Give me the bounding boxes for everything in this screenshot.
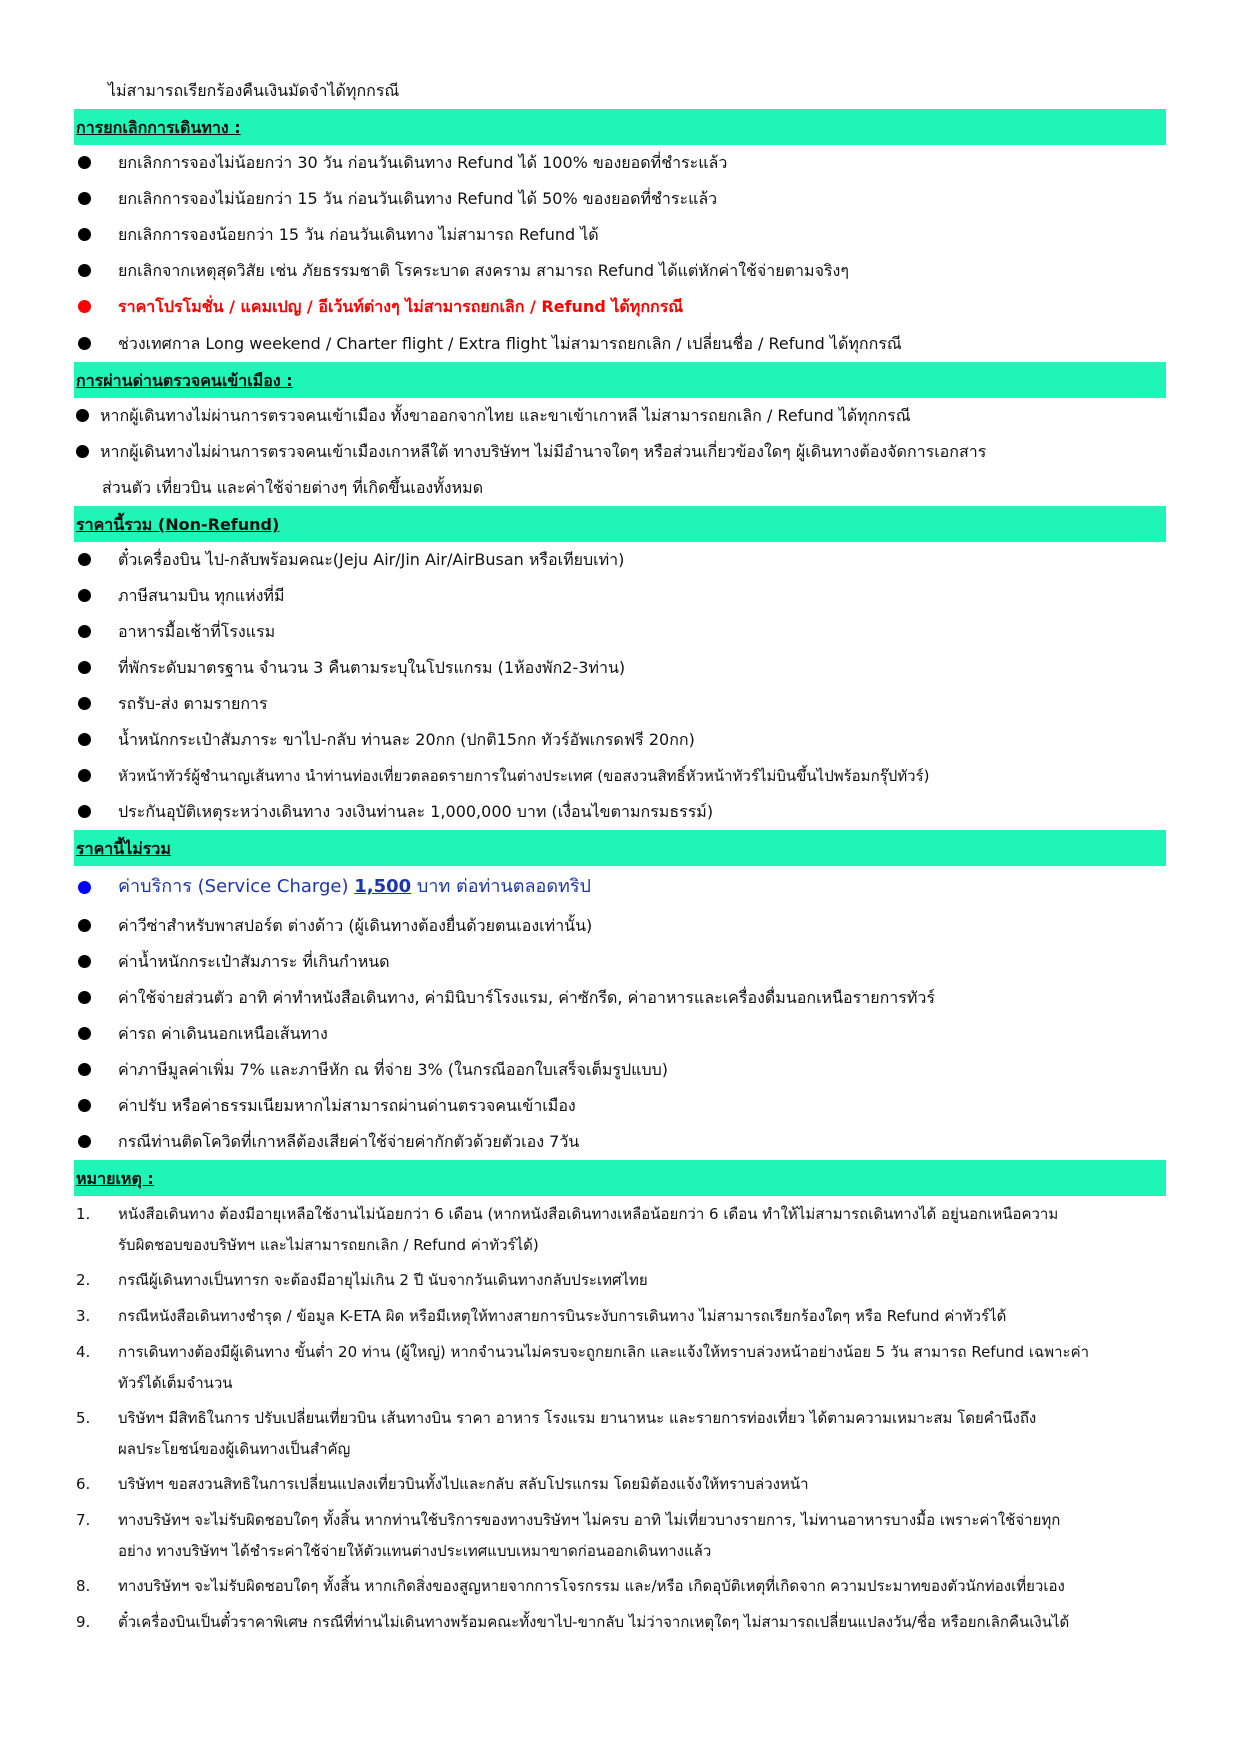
note-text: กรณีหนังสือเดินทางชำรุด / ข้อมูล K-ETA ผิด หรือมีเหตุให้ทางสายการบินระงับการเดินทาง ไม่สามารถเรียกร้องใดๆ หรือ Refund ค่าทัวร์ได้	[118, 1307, 1007, 1325]
list-item-text: กรณีท่านติดโควิดที่เกาหลีต้องเสียค่าใช้จ่ายค่ากักตัวด้วยตัวเอง 7วัน	[118, 1132, 580, 1151]
bullet-icon	[78, 769, 91, 782]
list-item-text: ประกันอุบัติเหตุระหว่างเดินทาง วงเงินท่านละ 1,000,000 บาท (เงื่อนไขตามกรมธรรม์)	[118, 802, 714, 821]
note-text: ผลประโยชน์ของผู้เดินทางเป็นสำคัญ	[118, 1440, 351, 1458]
list-item-text: ค่าใช้จ่ายส่วนตัว อาทิ ค่าทำหนังสือเดินทาง, ค่ามินิบาร์โรงแรม, ค่าซักรีด, ค่าอาหารและเครื่องดื่มนอกเหนือรายการทัวร์	[118, 988, 935, 1007]
list-item-text: ภาษีสนามบิน ทุกแห่งที่มี	[118, 586, 285, 605]
bullet-icon	[78, 264, 91, 277]
promotion-warning-text: ราคาโปรโมชั่น / แคมเปญ / อีเว้นท์ต่างๆ ไม่สามารถยกเลิก / Refund ได้ทุกกรณี	[118, 297, 684, 316]
bullet-icon	[78, 1063, 91, 1076]
section-title: ราคานี้รวม (Non-Refund)	[76, 515, 280, 534]
list-item-text: น้ำหนักกระเป๋าสัมภาระ ขาไป-กลับ ท่านละ 20กก (ปกติ15กก ทัวร์อัพเกรดฟรี 20กก)	[118, 730, 695, 749]
list-item-text: ยกเลิกการจองไม่น้อยกว่า 15 วัน ก่อนวันเดินทาง Refund ได้ 50% ของยอดที่ชำระแล้ว	[118, 189, 718, 208]
note-text: การเดินทางต้องมีผู้เดินทาง ขั้นต่ำ 20 ท่าน (ผู้ใหญ่) หากจำนวนไม่ครบจะถูกยกเลิก และแจ้งให้ทราบล่วงหน้าอย่างน้อย 5 วัน สามารถ Refund เฉพาะค่า	[118, 1343, 1090, 1361]
bullet-icon	[78, 1099, 91, 1112]
section-title: การยกเลิกการเดินทาง :	[76, 118, 241, 137]
service-charge-text	[118, 874, 591, 900]
red-bullet-icon	[78, 300, 91, 313]
bullet-icon	[78, 228, 91, 241]
note-number: 6.	[76, 1475, 91, 1493]
note-number: 3.	[76, 1307, 91, 1325]
service-charge-prefix: ค่าบริการ (Service Charge)	[118, 876, 355, 897]
continuation-text: ส่วนตัว เที่ยวบิน และค่าใช้จ่ายต่างๆ ที่เกิดขึ้นเองทั้งหมด	[102, 478, 484, 497]
bullet-icon	[78, 955, 91, 968]
note-text: ทางบริษัทฯ จะไม่รับผิดชอบใดๆ ทั้งสิ้น หากท่านใช้บริการของทางบริษัทฯ ไม่ครบ อาทิ ไม่เที่ยวบางรายการ, ไม่ทานอาหารบางมื้อ เพราะค่าใช้จ่ายทุก	[118, 1511, 1061, 1529]
list-item-text: ที่พักระดับมาตรฐาน จำนวน 3 คืนตามระบุในโปรแกรม (1ห้องพัก2-3ท่าน)	[118, 658, 626, 677]
intro-text: ไม่สามารถเรียกร้องคืนเงินมัดจำได้ทุกกรณี	[108, 81, 400, 100]
blue-bullet-icon	[78, 881, 91, 894]
bullet-icon	[78, 192, 91, 205]
note-number: 9.	[76, 1613, 91, 1631]
list-item-text: ยกเลิกการจองน้อยกว่า 15 วัน ก่อนวันเดินทาง ไม่สามารถ Refund ได้	[118, 225, 599, 244]
note-text: ตั๋วเครื่องบินเป็นตั๋วราคาพิเศษ กรณีที่ท่านไม่เดินทางพร้อมคณะทั้งขาไป-ขากลับ ไม่ว่าจากเหตุใดๆ ไม่สามารถเปลี่ยนแปลงวัน/ชื่อ หรือยกเลิกคืนเงินได้	[118, 1613, 1070, 1631]
bullet-icon	[78, 919, 91, 932]
section-title: หมายเหตุ :	[76, 1169, 154, 1188]
service-charge-amount: 1,500	[354, 876, 412, 897]
note-number: 4.	[76, 1343, 91, 1361]
bullet-icon	[78, 991, 91, 1004]
bullet-icon	[78, 1027, 91, 1040]
list-item-text: ค่าภาษีมูลค่าเพิ่ม 7% และภาษีหัก ณ ที่จ่าย 3% (ในกรณีออกใบเสร็จเต็มรูปแบบ)	[118, 1060, 669, 1079]
note-text: อย่าง ทางบริษัทฯ ได้ชำระค่าใช้จ่ายให้ตัวแทนต่างประเทศแบบเหมาขาดก่อนออกเดินทางแล้ว	[118, 1542, 712, 1560]
list-item-text: ค่าวีซ่าสำหรับพาสปอร์ต ต่างด้าว (ผู้เดินทางต้องยื่นด้วยตนเองเท่านั้น)	[118, 916, 593, 935]
note-text: ทางบริษัทฯ จะไม่รับผิดชอบใดๆ ทั้งสิ้น หากเกิดสิ่งของสูญหายจากการโจรกรรม และ/หรือ เกิดอุบัติเหตุที่เกิดจาก ความประมาทของตัวนักท่องเที่ยวเอง	[118, 1577, 1065, 1595]
bullet-icon	[78, 589, 91, 602]
note-number: 1.	[76, 1205, 91, 1223]
section-header-included	[74, 506, 1166, 542]
list-item-text: อาหารมื้อเช้าที่โรงแรม	[118, 622, 276, 641]
list-item-text: ค่าปรับ หรือค่าธรรมเนียมหากไม่สามารถผ่านด่านตรวจคนเข้าเมือง	[118, 1096, 576, 1115]
list-item-text: ยกเลิกการจองไม่น้อยกว่า 30 วัน ก่อนวันเดินทาง Refund ได้ 100% ของยอดที่ชำระแล้ว	[118, 153, 728, 172]
bullet-icon	[78, 337, 91, 350]
note-text: หนังสือเดินทาง ต้องมีอายุเหลือใช้งานไม่น้อยกว่า 6 เดือน (หากหนังสือเดินทางเหลือน้อยกว่า 6 เดือน ทำให้ไม่สามารถเดินทางได้ อยู่นอกเหนือความ	[118, 1205, 1059, 1223]
list-item-text: หัวหน้าทัวร์ผู้ชำนาญเส้นทาง นำท่านท่องเที่ยวตลอดรายการในต่างประเทศ (ขอสงวนสิทธิ์หัวหน้าทัวร์ไม่บินขึ้นไปพร้อมกรุ๊ปทัวร์)	[118, 767, 930, 785]
note-text: ทัวร์ได้เต็มจำนวน	[118, 1374, 233, 1392]
bullet-icon	[78, 1135, 91, 1148]
section-header-excluded	[74, 830, 1166, 866]
section-header-cancellation	[74, 109, 1166, 145]
note-text: กรณีผู้เดินทางเป็นทารก จะต้องมีอายุไม่เกิน 2 ปี นับจากวันเดินทางกลับประเทศไทย	[118, 1271, 648, 1289]
note-number: 5.	[76, 1409, 91, 1427]
list-item-text: ค่าน้ำหนักกระเป๋าสัมภาระ ที่เกินกำหนด	[118, 952, 390, 971]
note-text: รับผิดชอบของบริษัทฯ และไม่สามารถยกเลิก / Refund ค่าทัวร์ได้)	[118, 1236, 539, 1254]
list-item-text: ยกเลิกจากเหตุสุดวิสัย เช่น ภัยธรรมชาติ โรคระบาด สงคราม สามารถ Refund ได้แต่หักค่าใช้จ่ายตามจริงๆ	[118, 261, 849, 280]
bullet-icon	[76, 409, 89, 422]
section-title: การผ่านด่านตรวจคนเข้าเมือง :	[76, 371, 293, 390]
note-text: บริษัทฯ มีสิทธิในการ ปรับเปลี่ยนเที่ยวบิน เส้นทางบิน ราคา อาหาร โรงแรม ยานาหนะ และรายการท่องเที่ยว ได้ตามความเหมาะสม โดยคำนึงถึง	[118, 1409, 1037, 1427]
note-number: 2.	[76, 1271, 91, 1289]
list-item-text: ตั๋วเครื่องบิน ไป-กลับพร้อมคณะ(Jeju Air/Jin Air/AirBusan หรือเทียบเท่า)	[118, 550, 625, 569]
list-item-text: หากผู้เดินทางไม่ผ่านการตรวจคนเข้าเมือง ทั้งขาออกจากไทย และขาเข้าเกาหลี ไม่สามารถยกเลิก / Refund ได้ทุกกรณี	[100, 406, 911, 425]
bullet-icon	[78, 733, 91, 746]
list-item-text: รถรับ-ส่ง ตามรายการ	[118, 694, 268, 713]
note-text: บริษัทฯ ขอสงวนสิทธิในการเปลี่ยนแปลงเที่ยวบินทั้งไปและกลับ สลับโปรแกรม โดยมิต้องแจ้งให้ทราบล่วงหน้า	[118, 1475, 809, 1493]
bullet-icon	[78, 661, 91, 674]
note-number: 7.	[76, 1511, 91, 1529]
bullet-icon	[78, 553, 91, 566]
list-item-text: ค่ารถ ค่าเดินนอกเหนือเส้นทาง	[118, 1024, 328, 1043]
bullet-icon	[78, 156, 91, 169]
list-item-text: หากผู้เดินทางไม่ผ่านการตรวจคนเข้าเมืองเกาหลีใต้ ทางบริษัทฯ ไม่มีอำนาจใดๆ หรือส่วนเกี่ยวข้องใดๆ ผู้เดินทางต้องจัดการเอกสาร	[100, 442, 987, 461]
bullet-icon	[76, 445, 89, 458]
note-number: 8.	[76, 1577, 91, 1595]
bullet-icon	[78, 697, 91, 710]
list-item-text: ช่วงเทศกาล Long weekend / Charter flight / Extra flight ไม่สามารถยกเลิก / เปลี่ยนชื่อ / Refund ได้ทุกกรณี	[118, 334, 902, 353]
bullet-icon	[78, 805, 91, 818]
service-charge-suffix: บาท ต่อท่านตลอดทริป	[411, 876, 591, 897]
section-header-notes	[74, 1160, 1166, 1196]
bullet-icon	[78, 625, 91, 638]
section-title: ราคานี้ไม่รวม	[76, 839, 171, 858]
section-header-immigration	[74, 362, 1166, 398]
